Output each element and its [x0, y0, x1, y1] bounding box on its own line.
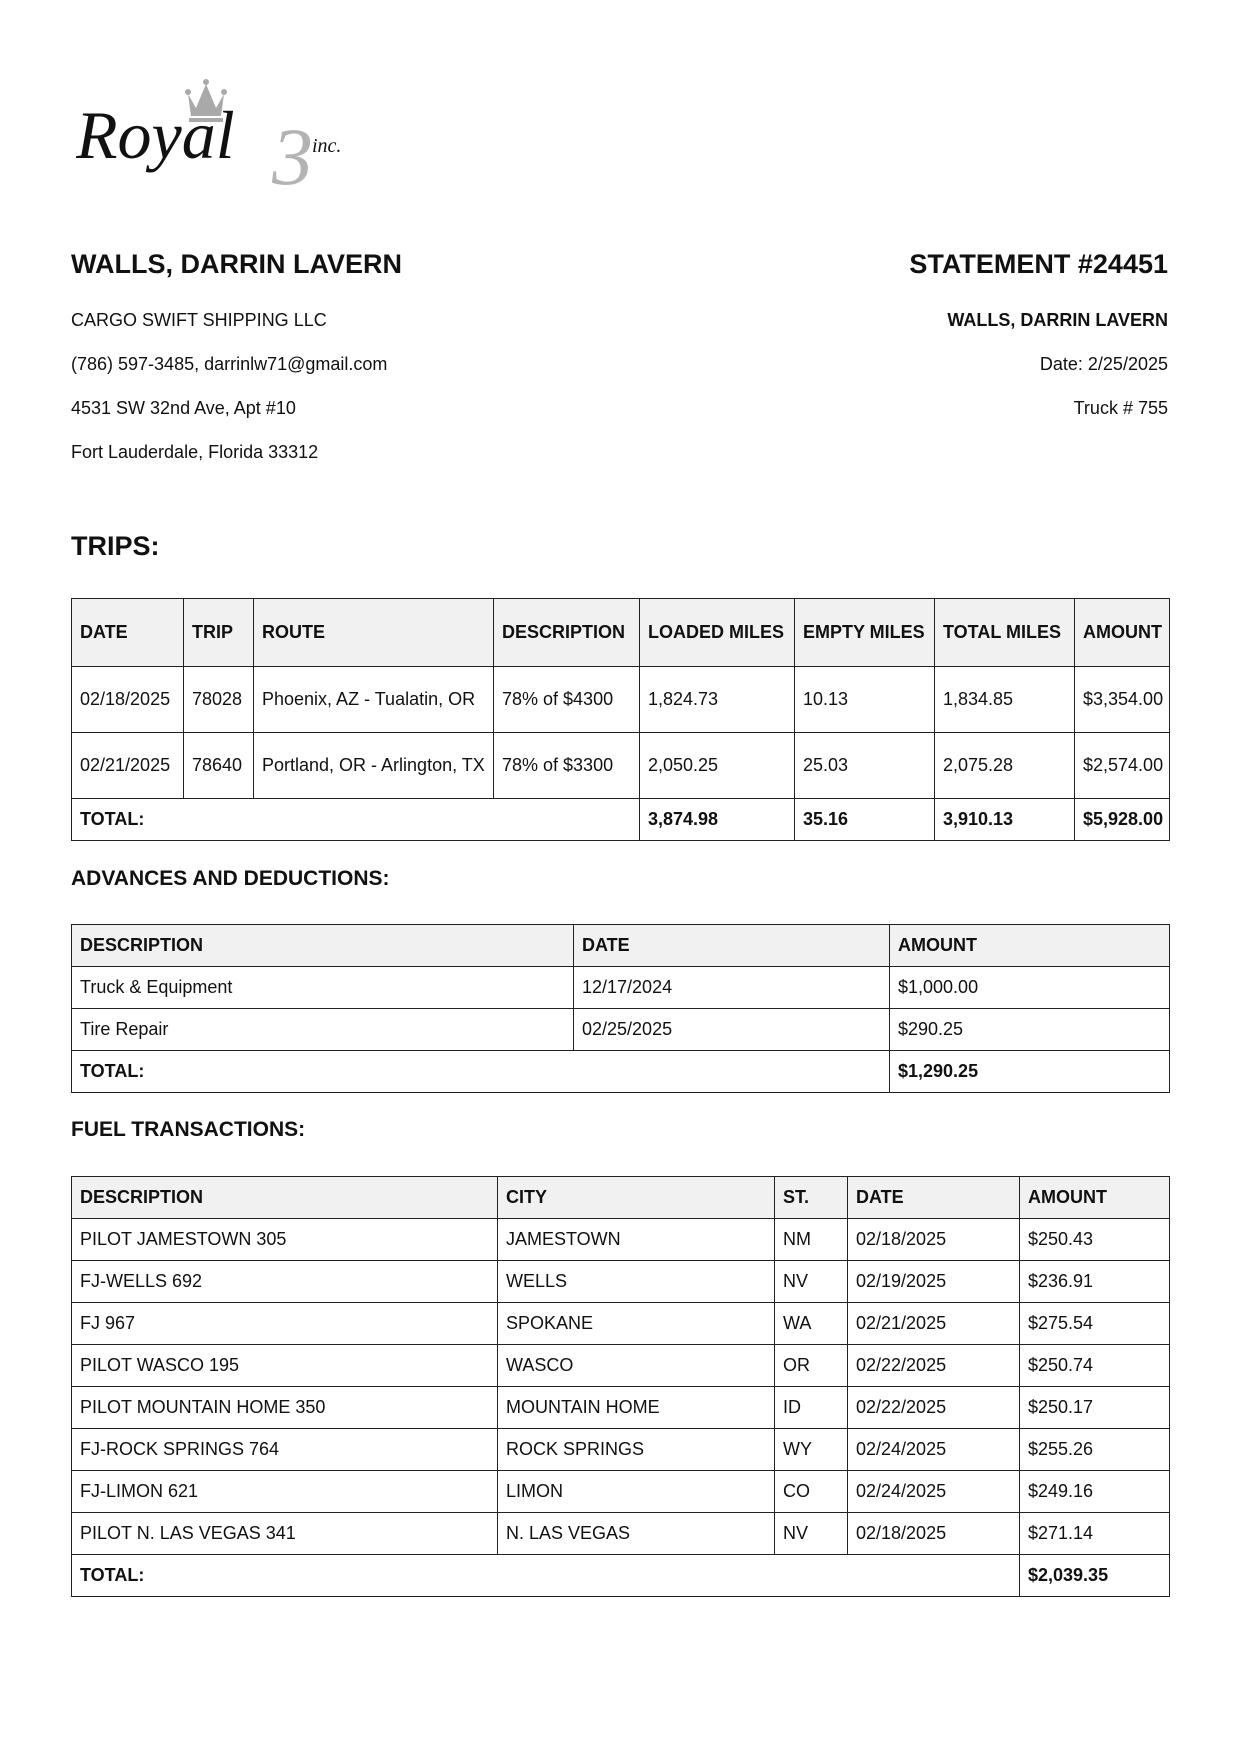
cell-amount: $275.54 — [1020, 1303, 1170, 1345]
table-row — [72, 1345, 1170, 1387]
cell-description: PILOT JAMESTOWN 305 — [72, 1219, 498, 1261]
cell-state: WA — [775, 1303, 848, 1345]
table-row — [72, 1009, 1170, 1051]
total-amount: $2,039.35 — [1020, 1555, 1170, 1597]
cell-date: 12/17/2024 — [574, 967, 890, 1009]
header-city: CITY — [498, 1177, 775, 1219]
header-date: DATE — [72, 599, 184, 667]
total-amount: $5,928.00 — [1075, 799, 1170, 841]
header-route: ROUTE — [254, 599, 494, 667]
cell-city: N. LAS VEGAS — [498, 1513, 775, 1555]
cell-date: 02/18/2025 — [848, 1513, 1020, 1555]
cell-state: NV — [775, 1261, 848, 1303]
driver-name: WALLS, DARRIN LAVERN — [71, 249, 402, 279]
header-description: DESCRIPTION — [72, 1177, 498, 1219]
cell-description: Truck & Equipment — [72, 967, 574, 1009]
advances-total-row — [72, 1051, 1170, 1093]
cell-date: 02/18/2025 — [848, 1219, 1020, 1261]
driver-address-line1: 4531 SW 32nd Ave, Apt #10 — [71, 398, 296, 418]
cell-description: PILOT MOUNTAIN HOME 350 — [72, 1387, 498, 1429]
cell-city: ROCK SPRINGS — [498, 1429, 775, 1471]
header-amount: AMOUNT — [890, 925, 1170, 967]
table-row — [72, 733, 1170, 799]
cell-state: CO — [775, 1471, 848, 1513]
statement-info — [608, 248, 1168, 418]
cell-date: 02/25/2025 — [574, 1009, 890, 1051]
cell-amount: $236.91 — [1020, 1261, 1170, 1303]
cell-description: PILOT N. LAS VEGAS 341 — [72, 1513, 498, 1555]
cell-date: 02/24/2025 — [848, 1429, 1020, 1471]
cell-city: JAMESTOWN — [498, 1219, 775, 1261]
header-amount: AMOUNT — [1020, 1177, 1170, 1219]
company-logo — [76, 78, 386, 190]
cell-city: LIMON — [498, 1471, 775, 1513]
cell-date: 02/24/2025 — [848, 1471, 1020, 1513]
logo-suffix: inc. — [312, 135, 342, 157]
total-loaded-miles: 3,874.98 — [640, 799, 795, 841]
driver-info — [71, 248, 631, 462]
cell-description: FJ-WELLS 692 — [72, 1261, 498, 1303]
total-empty-miles: 35.16 — [795, 799, 935, 841]
cell-amount: $3,354.00 — [1075, 667, 1170, 733]
header-state: ST. — [775, 1177, 848, 1219]
header-description: DESCRIPTION — [72, 925, 574, 967]
header-trip: TRIP — [184, 599, 254, 667]
header-empty-miles: EMPTY MILES — [795, 599, 935, 667]
statement-name: WALLS, DARRIN LAVERN — [947, 310, 1168, 330]
statement-date: Date: 2/25/2025 — [1039, 354, 1168, 374]
cell-city: WELLS — [498, 1261, 775, 1303]
cell-description: PILOT WASCO 195 — [72, 1345, 498, 1387]
header-loaded-miles: LOADED MILES — [640, 599, 795, 667]
table-row — [72, 1387, 1170, 1429]
fuel-header-row — [72, 1177, 1170, 1219]
total-label: TOTAL: — [72, 799, 640, 841]
statement-truck: Truck # 755 — [1073, 398, 1168, 418]
advances-header-row — [72, 925, 1170, 967]
cell-date: 02/18/2025 — [72, 667, 184, 733]
trips-heading: TRIPS: — [71, 531, 160, 561]
driver-company: CARGO SWIFT SHIPPING LLC — [71, 310, 327, 330]
table-row — [72, 1303, 1170, 1345]
total-amount: $1,290.25 — [890, 1051, 1170, 1093]
cell-description: 78% of $3300 — [494, 733, 640, 799]
cell-date: 02/22/2025 — [848, 1345, 1020, 1387]
cell-empty-miles: 25.03 — [795, 733, 935, 799]
cell-date: 02/21/2025 — [848, 1303, 1020, 1345]
cell-total-miles: 2,075.28 — [935, 733, 1075, 799]
table-row — [72, 1261, 1170, 1303]
cell-loaded-miles: 2,050.25 — [640, 733, 795, 799]
total-label: TOTAL: — [72, 1051, 890, 1093]
table-row — [72, 1471, 1170, 1513]
header-date: DATE — [574, 925, 890, 967]
cell-state: NM — [775, 1219, 848, 1261]
trips-header-row — [72, 599, 1170, 667]
royal3-logo-graphic — [76, 78, 386, 190]
cell-description: 78% of $4300 — [494, 667, 640, 733]
cell-amount: $249.16 — [1020, 1471, 1170, 1513]
cell-description: FJ-ROCK SPRINGS 764 — [72, 1429, 498, 1471]
fuel-table — [71, 1176, 1170, 1597]
cell-trip: 78028 — [184, 667, 254, 733]
fuel-total-row — [72, 1555, 1170, 1597]
cell-date: 02/19/2025 — [848, 1261, 1020, 1303]
cell-total-miles: 1,834.85 — [935, 667, 1075, 733]
header-total-miles: TOTAL MILES — [935, 599, 1075, 667]
cell-trip: 78640 — [184, 733, 254, 799]
cell-state: ID — [775, 1387, 848, 1429]
driver-contact: (786) 597-3485, darrinlw71@gmail.com — [71, 354, 388, 374]
table-row — [72, 1513, 1170, 1555]
driver-address-line2: Fort Lauderdale, Florida 33312 — [71, 442, 319, 462]
total-label: TOTAL: — [72, 1555, 1020, 1597]
cell-loaded-miles: 1,824.73 — [640, 667, 795, 733]
cell-amount: $255.26 — [1020, 1429, 1170, 1471]
cell-city: SPOKANE — [498, 1303, 775, 1345]
cell-route: Portland, OR - Arlington, TX — [254, 733, 494, 799]
total-total-miles: 3,910.13 — [935, 799, 1075, 841]
advances-table — [71, 924, 1170, 1093]
fuel-heading: FUEL TRANSACTIONS: — [71, 1118, 306, 1141]
statement-title: STATEMENT #24451 — [909, 249, 1168, 279]
cell-date: 02/22/2025 — [848, 1387, 1020, 1429]
cell-amount: $250.43 — [1020, 1219, 1170, 1261]
trips-total-row — [72, 799, 1170, 841]
cell-state: WY — [775, 1429, 848, 1471]
cell-state: OR — [775, 1345, 848, 1387]
header-amount: AMOUNT — [1075, 599, 1170, 667]
cell-date: 02/21/2025 — [72, 733, 184, 799]
cell-amount: $1,000.00 — [890, 967, 1170, 1009]
table-row — [72, 1429, 1170, 1471]
cell-amount: $290.25 — [890, 1009, 1170, 1051]
cell-city: MOUNTAIN HOME — [498, 1387, 775, 1429]
cell-empty-miles: 10.13 — [795, 667, 935, 733]
cell-amount: $250.74 — [1020, 1345, 1170, 1387]
cell-amount: $2,574.00 — [1075, 733, 1170, 799]
table-row — [72, 1219, 1170, 1261]
cell-city: WASCO — [498, 1345, 775, 1387]
advances-heading: ADVANCES AND DEDUCTIONS: — [71, 867, 390, 890]
cell-route: Phoenix, AZ - Tualatin, OR — [254, 667, 494, 733]
logo-wordmark: Royal — [76, 97, 235, 173]
cell-amount: $250.17 — [1020, 1387, 1170, 1429]
table-row — [72, 667, 1170, 733]
cell-state: NV — [775, 1513, 848, 1555]
cell-description: FJ 967 — [72, 1303, 498, 1345]
cell-description: Tire Repair — [72, 1009, 574, 1051]
cell-description: FJ-LIMON 621 — [72, 1471, 498, 1513]
table-row — [72, 967, 1170, 1009]
trips-table — [71, 598, 1170, 841]
logo-numeral: 3 — [272, 111, 313, 190]
header-description: DESCRIPTION — [494, 599, 640, 667]
header-date: DATE — [848, 1177, 1020, 1219]
cell-amount: $271.14 — [1020, 1513, 1170, 1555]
